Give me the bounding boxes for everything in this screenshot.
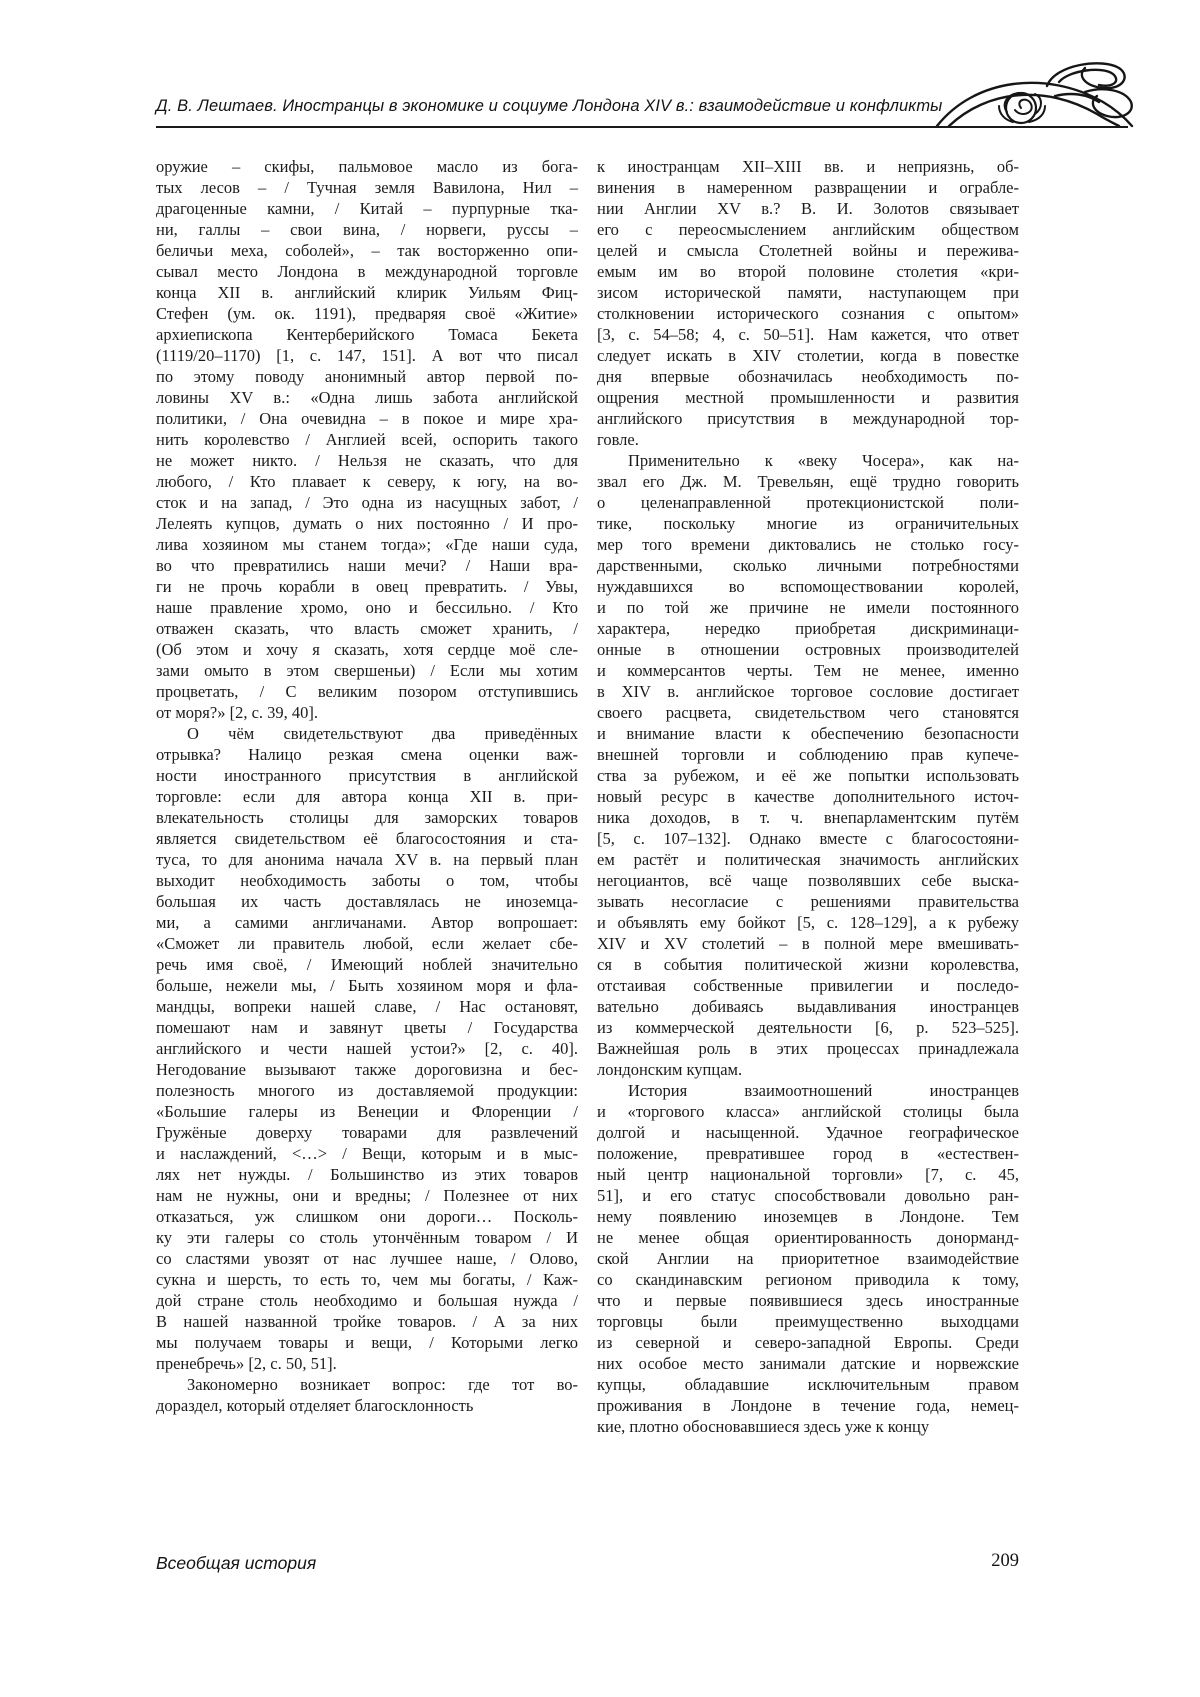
text-line: конца XII в. английский клирик Уильям Фиц-: [156, 283, 578, 302]
text-line: ловины XV в.: «Одна лишь забота английской: [156, 388, 578, 407]
text-line: купцы, обладавшие исключительным правом: [597, 1375, 1019, 1394]
text-line: вательно добиваясь выдавливания иностранцев: [597, 997, 1019, 1016]
text-line: мер того времени диктовались не столько госу-: [597, 535, 1019, 554]
text-line: торговцы были преимущественно выходцами: [597, 1312, 1019, 1331]
text-line: о целенаправленной протекционистской поли-: [597, 493, 1019, 512]
paragraph: [156, 723, 578, 1374]
text-line: не менее общая ориентированность донорманд-: [597, 1228, 1019, 1247]
text-line: [3, с. 54–58; 4, с. 50–51]. Нам кажется, что ответ: [597, 325, 1019, 344]
text-column-left: [156, 156, 578, 1416]
text-line: новый ресурс в качестве дополнительного источ-: [597, 787, 1019, 806]
text-line: процветать, / С великим позором отступившись: [156, 682, 578, 701]
text-line: отважен сказать, что власть сможет хранить, /: [156, 619, 578, 638]
text-line: дня впервые обозначилась необходимость по-: [597, 367, 1019, 386]
text-line: речь имя своё, / Имеющий ноблей значительно: [156, 955, 578, 974]
text-line: ни, галлы – свои вина, / норвеги, руссы –: [156, 220, 578, 239]
text-column-right: [597, 156, 1019, 1437]
text-line: не может никто. / Нельзя не сказать, что для: [156, 451, 578, 470]
text-line: английского и чести нашей устои?» [2, с. 40].: [156, 1039, 578, 1058]
text-line: «Сможет ли правитель любой, если желает сбе-: [156, 934, 578, 953]
paragraph: [597, 156, 1019, 450]
text-line: дарственными, сколько личными потребностями: [597, 556, 1019, 575]
text-line: ги не прочь корабли в овец превратить. / Увы,: [156, 577, 578, 596]
text-line: Стефен (ум. ок. 1191), предваряя своё «Житие»: [156, 304, 578, 323]
text-line: нить королевство / Англией всей, оспорить такого: [156, 430, 578, 449]
text-line: проживания в Лондоне в течение года, немец-: [597, 1396, 1019, 1415]
text-line: лива хозяином мы станем тогда»; «Где наши суда,: [156, 535, 578, 554]
text-line: ощрения местной промышленности и развития: [597, 388, 1019, 407]
text-line: драгоценные камни, / Китай – пурпурные тка-: [156, 199, 578, 218]
text-line: во что превратились наши мечи? / Наши вра-: [156, 556, 578, 575]
text-line: из коммерческой деятельности [6, p. 523–525].: [597, 1018, 1019, 1037]
text-line: со скандинавским регионом приводила к тому,: [597, 1270, 1019, 1289]
text-line: нии Англии XV в.? В. И. Золотов связывает: [597, 199, 1019, 218]
text-line: к иностранцам XII–XIII вв. и неприязнь, об-: [597, 157, 1019, 176]
text-line: своего расцвета, свидетельством чего становятся: [597, 703, 1019, 722]
text-line: архиепископа Кентерберийского Томаса Бекета: [156, 325, 578, 344]
text-line: беличьи меха, соболей», – так восторженно опи-: [156, 241, 578, 260]
footer-section-title: Всеобщая история: [156, 1553, 317, 1573]
text-line: винения в намеренном развращении и ограбле-: [597, 178, 1019, 197]
text-line: Гружёные доверху товарами для развлечений: [156, 1123, 578, 1142]
paragraph: [156, 156, 578, 723]
text-line: ку эти галеры со столь утончённым товаром / И: [156, 1228, 578, 1247]
text-line: (1119/20–1170) [1, с. 147, 151]. А вот что писал: [156, 346, 578, 365]
text-line: больше, нежели мы, / Быть хозяином моря и фла-: [156, 976, 578, 995]
text-line: является свидетельством её благосостояния и ста-: [156, 829, 578, 848]
text-line: кие, плотно обосновавшиеся здесь уже к концу: [597, 1417, 930, 1436]
paragraph: [156, 1374, 578, 1416]
text-line: и «торгового класса» английской столицы была: [597, 1102, 1019, 1121]
text-line: отрывка? Налицо резкая смена оценки важ-: [156, 745, 578, 764]
text-line: Применительно к «веку Чосера», как на-: [628, 451, 1019, 470]
text-line: негоциантов, всё чаще позволявших себе выска-: [597, 871, 1019, 890]
text-line: от моря?» [2, с. 39, 40].: [156, 703, 319, 722]
header-rule: [156, 126, 1128, 128]
text-line: оружие – скифы, пальмовое масло из бога-: [156, 157, 578, 176]
text-line: отстаивая собственные привилегии и последо-: [597, 976, 1019, 995]
text-line: торговле: если для автора конца XII в. при-: [156, 787, 578, 806]
text-line: и наслаждений, <…> / Вещи, которым и в мыс-: [156, 1144, 578, 1163]
text-line: отказаться, уж слишком они дороги… Посколь-: [156, 1207, 578, 1226]
text-line: Закономерно возникает вопрос: где тот во-: [187, 1375, 578, 1394]
text-line: туса, то для анонима начала XV в. на первый план: [156, 850, 578, 869]
text-line: нуждавшихся во вспомоществовании королей,: [597, 577, 1019, 596]
text-line: английского присутствия в международной тор-: [597, 409, 1019, 428]
text-line: тике, поскольку многие из ограничительных: [597, 514, 1019, 533]
text-line: выходит необходимость заботы о том, чтобы: [156, 871, 578, 890]
text-line: емым им во второй половине столетия «кри-: [597, 262, 1019, 281]
text-line: целей и смысла Столетней войны и пережива-: [597, 241, 1019, 260]
text-line: О чём свидетельствуют два приведённых: [187, 724, 578, 743]
text-line: Важнейшая роль в этих процессах принадлежала: [597, 1039, 1019, 1058]
text-line: сток и на запад, / Это одна из насущных забот, /: [156, 493, 578, 512]
text-line: Лелеять купцов, думать о них постоянно / И про-: [156, 514, 578, 533]
text-line: наше правление хромо, оно и бессильно. / Кто: [156, 598, 578, 617]
text-line: (Об этом и хочу я сказать, хотя сердце моё сле-: [156, 640, 578, 659]
text-line: ства за рубежом, и её же попытки использовать: [597, 766, 1019, 785]
text-line: столкновении исторического сознания с опытом»: [597, 304, 1019, 323]
text-line: что и первые появившиеся здесь иностранные: [597, 1291, 1019, 1310]
text-line: ности иностранного присутствия в английской: [156, 766, 578, 785]
text-line: [5, с. 107–132]. Однако вместе с благосостояни-: [597, 829, 1019, 848]
text-line: его с переосмыслением английским обществом: [597, 220, 1019, 239]
text-line: из северной и северо-западной Европы. Среди: [597, 1333, 1019, 1352]
text-line: лондонским купцам.: [597, 1060, 743, 1079]
text-line: и по той же причине не имели постоянного: [597, 598, 1019, 617]
text-line: характера, нередко приобретая дискриминаци-: [597, 619, 1019, 638]
text-line: ской Англии на приоритетное взаимодействие: [597, 1249, 1019, 1268]
text-line: и объявлять ему бойкот [5, с. 128–129], а к рубежу: [597, 913, 1019, 932]
text-line: влекательность столицы для заморских товаров: [156, 808, 578, 827]
text-line: ми, а самими англичанами. Автор вопрошает:: [156, 913, 578, 932]
text-line: мы получаем товары и вещи, / Которыми легко: [156, 1333, 578, 1352]
text-line: большая их часть доставлялась не иноземца-: [156, 892, 578, 911]
text-line: и коммерсантов черты. Тем не менее, именно: [597, 661, 1019, 680]
text-line: говле.: [597, 430, 639, 449]
text-line: любого, / Кто плавает к северу, к югу, на во-: [156, 472, 578, 491]
text-line: зывать несогласие с решениями правительства: [597, 892, 1019, 911]
paragraph: [597, 450, 1019, 1080]
text-line: звал его Дж. М. Тревельян, ещё трудно говорить: [597, 472, 1019, 491]
text-line: Негодование вызывают также дороговизна и бес-: [156, 1060, 578, 1079]
text-line: мандцы, вопреки нашей славе, / Нас остановят,: [156, 997, 578, 1016]
text-line: со сластями увозят от нас лучшее наше, / Олово,: [156, 1249, 578, 1268]
text-line: 51], и его статус способствовали довольно ран-: [597, 1186, 1019, 1205]
text-line: пренебречь» [2, с. 50, 51].: [156, 1354, 337, 1373]
text-line: В нашей названной тройке товаров. / А за них: [156, 1312, 578, 1331]
text-line: онные в отношении островных производителей: [597, 640, 1019, 659]
text-line: помешают нам и завянут цветы / Государства: [156, 1018, 578, 1037]
text-line: в XIV в. английское торговое сословие достигает: [597, 682, 1019, 701]
text-line: «Большие галеры из Венеции и Флоренции /: [156, 1102, 578, 1121]
text-line: следует искать в XIV столетии, когда в повестке: [597, 346, 1019, 365]
text-line: История взаимоотношений иностранцев: [628, 1081, 1019, 1100]
text-line: зами омыто в этом свершеньи) / Если мы хотим: [156, 661, 578, 680]
text-line: и внимание власти к обеспечению безопасности: [597, 724, 1019, 743]
text-line: нему появлению иноземцев в Лондоне. Тем: [597, 1207, 1019, 1226]
text-line: лях нет нужды. / Большинство из этих товаров: [156, 1165, 578, 1184]
text-line: сывал место Лондона в международной торговле: [156, 262, 578, 281]
text-line: по этому поводу анонимный автор первой по-: [156, 367, 578, 386]
text-line: XIV и XV столетий – в полной мере вмешивать-: [597, 934, 1019, 953]
running-header: Д. В. Лештаев. Иностранцы в экономике и социуме Лондона XIV в.: взаимодействие и конфликты: [156, 97, 943, 115]
text-line: полезность многого из доставляемой продукции:: [156, 1081, 578, 1100]
text-line: положение, превратившее город в «естествен-: [597, 1144, 1019, 1163]
text-line: дораздел, который отделяет благосклонность: [156, 1396, 474, 1415]
text-line: долгой и насыщенной. Удачное географическое: [597, 1123, 1019, 1142]
text-line: ный центр национальной торговли» [7, с. 45,: [597, 1165, 1019, 1184]
flourish-ornament: [935, 52, 1135, 130]
page-number: 209: [991, 1551, 1019, 1571]
text-line: нам не нужны, они и вредны; / Полезнее от них: [156, 1186, 578, 1205]
text-line: них особое место занимали датские и норвежские: [597, 1354, 1019, 1373]
text-line: сукна и шерсть, то есть то, чем мы богаты, / Каж-: [156, 1270, 578, 1289]
paragraph: [597, 1080, 1019, 1437]
text-line: внешней торговли и соблюдению прав купече-: [597, 745, 1019, 764]
text-line: политики, / Она очевидна – в покое и мире хра-: [156, 409, 578, 428]
text-line: ника доходов, в т. ч. внепарламентским путём: [597, 808, 1019, 827]
text-line: дой стране столь необходимо и большая нужда /: [156, 1291, 578, 1310]
text-line: зисом исторической памяти, наступающем при: [597, 283, 1019, 302]
text-line: ся в события политической жизни королевства,: [597, 955, 1019, 974]
text-line: тых лесов – / Тучная земля Вавилона, Нил –: [156, 178, 578, 197]
text-line: ем растёт и политическая значимость английских: [597, 850, 1019, 869]
